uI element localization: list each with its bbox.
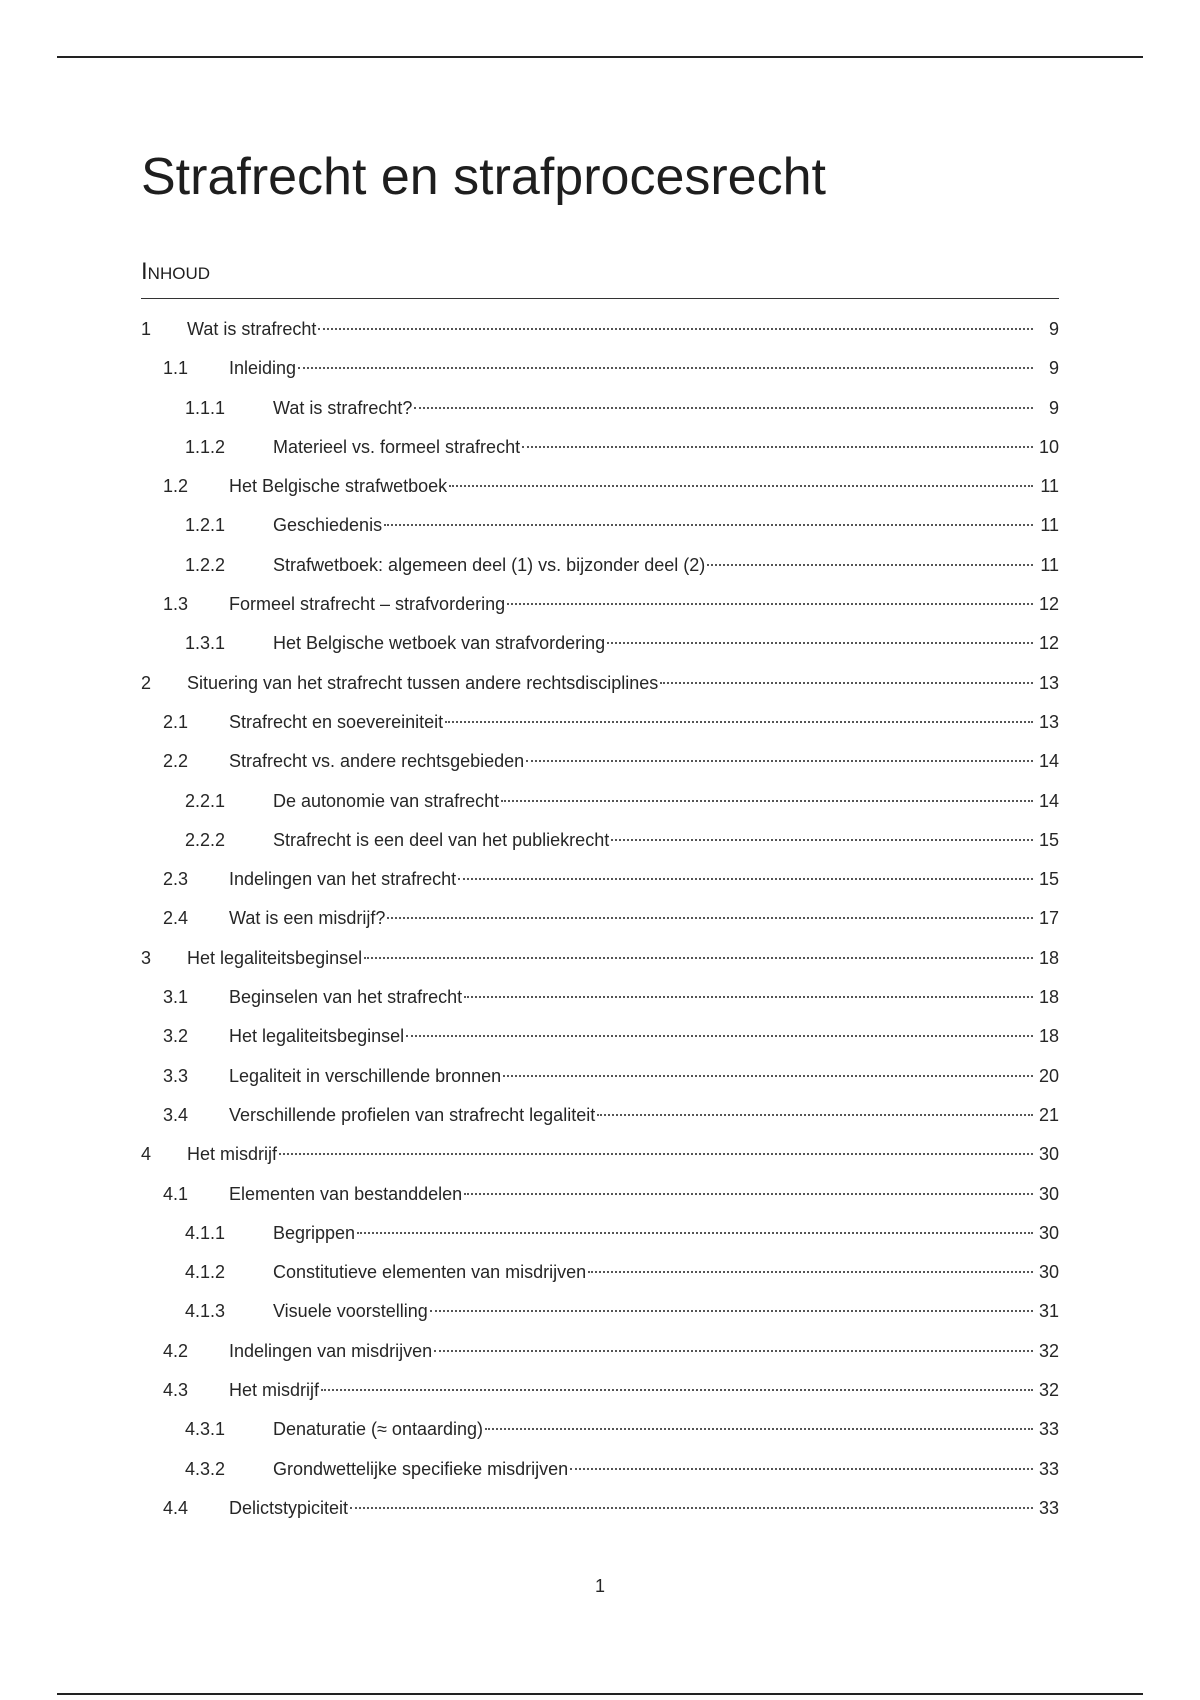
toc-entry[interactable]	[141, 821, 1059, 860]
toc-entry-page: 17	[1038, 908, 1059, 929]
toc-dot-leader	[387, 915, 1033, 919]
toc-entry-title[interactable]: Situering van het strafrecht tussen andere rechtsdisciplines	[187, 672, 659, 693]
toc-entry-title[interactable]: Het legaliteitsbeginsel	[187, 947, 363, 968]
toc-entry-title[interactable]: Strafrecht is een deel van het publiekrecht	[273, 829, 610, 850]
toc-entry-number: 1.2.1	[185, 515, 226, 536]
toc-dot-leader	[464, 1191, 1033, 1195]
toc-entry-number: 2.2	[163, 751, 189, 772]
toc-entry-number: 2.2.1	[185, 790, 226, 811]
toc-entry[interactable]	[141, 860, 1059, 899]
toc-entry-page: 11	[1040, 476, 1059, 497]
toc-entry-page: 33	[1038, 1458, 1059, 1479]
toc-entry[interactable]	[141, 1450, 1059, 1489]
toc-entry-number: 4.3.1	[185, 1419, 226, 1440]
toc-entry[interactable]	[141, 978, 1059, 1017]
toc-entry-title[interactable]: Strafwetboek: algemeen deel (1) vs. bijzonder deel (2)	[273, 554, 706, 575]
toc-entry-title[interactable]: Het legaliteitsbeginsel	[229, 1026, 405, 1047]
toc-dot-leader	[570, 1466, 1033, 1470]
toc-entry-number: 4.3	[163, 1380, 189, 1401]
toc-entry-page: 9	[1048, 358, 1059, 379]
toc-entry[interactable]	[141, 1175, 1059, 1214]
toc-entry-page: 11	[1040, 554, 1059, 575]
toc-entry[interactable]	[141, 585, 1059, 624]
toc-entry-title[interactable]: Grondwettelijke specifieke misdrijven	[273, 1458, 569, 1479]
toc-entry-number: 3.4	[163, 1104, 189, 1125]
toc-entry[interactable]	[141, 467, 1059, 506]
toc-entry-page: 18	[1038, 1026, 1059, 1047]
toc-entry-page: 12	[1038, 633, 1059, 654]
toc-dot-leader	[318, 326, 1033, 330]
toc-entry-page: 30	[1038, 1144, 1059, 1165]
toc-entry[interactable]	[141, 1410, 1059, 1449]
toc-dot-leader	[464, 994, 1033, 998]
toc-entry[interactable]	[141, 1057, 1059, 1096]
toc-entry-page: 30	[1038, 1183, 1059, 1204]
toc-entry-page: 31	[1038, 1301, 1059, 1322]
toc-entry-page: 12	[1038, 594, 1059, 615]
toc-entry-title[interactable]: Strafrecht en soevereiniteit	[229, 711, 444, 732]
toc-entry-page: 18	[1038, 947, 1059, 968]
toc-entry[interactable]	[141, 899, 1059, 938]
toc-entry-number: 1.3.1	[185, 633, 226, 654]
toc-entry-title[interactable]: De autonomie van strafrecht	[273, 790, 500, 811]
toc-entry-number: 4.1.3	[185, 1301, 226, 1322]
table-of-contents	[141, 310, 1059, 1528]
toc-entry-page: 14	[1038, 751, 1059, 772]
toc-entry-number: 1.2	[163, 476, 189, 497]
toc-entry-number: 3	[141, 947, 152, 968]
toc-dot-leader	[384, 522, 1033, 526]
toc-entry-page: 9	[1048, 319, 1059, 339]
toc-entry-page: 33	[1038, 1419, 1059, 1440]
toc-entry-number: 1.1.2	[185, 436, 226, 457]
toc-entry-title[interactable]: Materieel vs. formeel strafrecht	[273, 436, 521, 457]
toc-entry-number: 2.4	[163, 908, 189, 929]
toc-entry-page: 9	[1048, 397, 1059, 418]
toc-entry-title[interactable]: Denaturatie (≈ ontaarding)	[273, 1419, 483, 1440]
toc-dot-leader	[660, 680, 1033, 684]
toc-entry-page: 13	[1038, 672, 1059, 693]
toc-dot-leader	[611, 837, 1033, 841]
toc-entry[interactable]	[141, 310, 1059, 349]
toc-entry-title[interactable]: Elementen van bestanddelen	[229, 1183, 463, 1204]
toc-dot-leader	[597, 1112, 1033, 1116]
toc-entry-page: 33	[1038, 1497, 1059, 1518]
toc-entry-number: 3.3	[163, 1065, 189, 1086]
toc-entry-number: 4.1.2	[185, 1262, 226, 1283]
toc-entry-number: 2.3	[163, 869, 189, 890]
toc-entry[interactable]	[141, 506, 1059, 545]
toc-entry-title[interactable]: Verschillende profielen van strafrecht legaliteit	[229, 1104, 596, 1125]
toc-entry-title[interactable]: Beginselen van het strafrecht	[229, 987, 463, 1008]
toc-dot-leader	[350, 1505, 1033, 1509]
toc-entry-number: 1.1.1	[185, 397, 226, 418]
toc-dot-leader	[364, 955, 1033, 959]
toc-entry-title[interactable]: Delictstypiciteit	[229, 1497, 349, 1518]
toc-dot-leader	[449, 483, 1033, 487]
toc-entry[interactable]	[141, 1214, 1059, 1253]
toc-entry-page: 30	[1038, 1262, 1059, 1283]
toc-dot-leader	[279, 1151, 1033, 1155]
toc-entry-number: 2	[141, 672, 152, 693]
toc-dot-leader	[526, 758, 1033, 762]
toc-entry-number: 1.3	[163, 594, 189, 615]
toc-entry-page: 15	[1038, 829, 1059, 850]
toc-dot-leader	[406, 1033, 1033, 1037]
toc-dot-leader	[507, 601, 1033, 605]
toc-entry[interactable]	[141, 782, 1059, 821]
toc-entry-page: 10	[1038, 436, 1059, 457]
toc-dot-leader	[707, 562, 1033, 566]
toc-entry[interactable]	[141, 664, 1059, 703]
toc-entry-number: 4.2	[163, 1340, 189, 1361]
toc-entry-page: 32	[1038, 1380, 1059, 1401]
toc-entry-number: 4.1	[163, 1183, 189, 1204]
toc-entry-title[interactable]: Legaliteit in verschillende bronnen	[229, 1065, 502, 1086]
toc-entry-number: 4	[141, 1144, 152, 1165]
toc-entry-title[interactable]: Strafrecht vs. andere rechtsgebieden	[229, 751, 525, 772]
toc-entry-page: 13	[1038, 711, 1059, 732]
toc-entry-number: 4.3.2	[185, 1458, 226, 1479]
toc-dot-leader	[501, 798, 1033, 802]
toc-dot-leader	[430, 1308, 1033, 1312]
toc-entry-page: 20	[1038, 1065, 1059, 1086]
page-bottom-rule	[57, 1693, 1143, 1695]
toc-entry-title[interactable]: Het Belgische strafwetboek	[229, 476, 448, 497]
toc-entry-number: 1	[141, 319, 152, 339]
toc-entry[interactable]	[141, 1489, 1059, 1528]
toc-entry[interactable]	[141, 1096, 1059, 1135]
toc-entry-title[interactable]: Visuele voorstelling	[273, 1301, 428, 1322]
toc-entry[interactable]	[141, 1371, 1059, 1410]
toc-dot-leader	[445, 719, 1033, 723]
toc-entry-number: 4.1.1	[185, 1222, 226, 1243]
toc-entry-title[interactable]: Het misdrijf	[229, 1380, 320, 1401]
toc-entry-number: 1.2.2	[185, 554, 226, 575]
page-top-rule	[57, 56, 1143, 58]
toc-entry[interactable]	[141, 1135, 1059, 1174]
toc-dot-leader	[522, 444, 1033, 448]
toc-heading-rule	[141, 298, 1059, 299]
document-title: Strafrecht en strafprocesrecht	[141, 148, 826, 206]
toc-entry-title[interactable]: Geschiedenis	[273, 515, 383, 536]
toc-entry[interactable]	[141, 1332, 1059, 1371]
toc-dot-leader	[503, 1073, 1033, 1077]
toc-entry-title[interactable]: Begrippen	[273, 1222, 356, 1243]
toc-dot-leader	[434, 1348, 1033, 1352]
toc-entry[interactable]	[141, 1292, 1059, 1331]
toc-entry-page: 15	[1038, 869, 1059, 890]
toc-heading: Inhoud	[141, 258, 210, 285]
toc-entry-title[interactable]: Formeel strafrecht – strafvordering	[229, 594, 506, 615]
toc-entry-number: 2.1	[163, 711, 189, 732]
toc-entry-page: 14	[1038, 790, 1059, 811]
toc-entry[interactable]	[141, 1253, 1059, 1292]
toc-entry-title[interactable]: Wat is strafrecht?	[273, 397, 413, 418]
toc-dot-leader	[588, 1269, 1033, 1273]
toc-entry-number: 1.1	[163, 358, 189, 379]
toc-entry-title[interactable]: Wat is een misdrijf?	[229, 908, 386, 929]
toc-entry-number: 2.2.2	[185, 829, 226, 850]
toc-entry[interactable]	[141, 389, 1059, 428]
toc-entry-title[interactable]: Het Belgische wetboek van strafvordering	[273, 633, 606, 654]
toc-entry[interactable]	[141, 703, 1059, 742]
toc-entry-number: 3.2	[163, 1026, 189, 1047]
toc-entry[interactable]	[141, 939, 1059, 978]
toc-entry-number: 3.1	[163, 987, 189, 1008]
toc-entry-page: 11	[1040, 515, 1059, 536]
toc-entry[interactable]	[141, 1017, 1059, 1056]
toc-entry-title[interactable]: Inleiding	[229, 358, 297, 379]
toc-entry[interactable]	[141, 546, 1059, 585]
toc-dot-leader	[298, 365, 1033, 369]
page-number: 1	[594, 1576, 605, 1596]
toc-dot-leader	[414, 405, 1033, 409]
toc-dot-leader	[357, 1230, 1033, 1234]
toc-dot-leader	[485, 1426, 1033, 1430]
toc-entry-page: 32	[1038, 1340, 1059, 1361]
toc-entry-title[interactable]: Constitutieve elementen van misdrijven	[273, 1262, 587, 1283]
toc-entry-title[interactable]: Het misdrijf	[187, 1144, 278, 1165]
toc-dot-leader	[458, 876, 1033, 880]
toc-dot-leader	[321, 1387, 1033, 1391]
toc-entry-title[interactable]: Indelingen van misdrijven	[229, 1340, 433, 1361]
toc-entry[interactable]	[141, 428, 1059, 467]
toc-entry[interactable]	[141, 624, 1059, 663]
toc-entry-page: 21	[1038, 1104, 1059, 1125]
toc-entry-title[interactable]: Indelingen van het strafrecht	[229, 869, 457, 890]
toc-entry-page: 30	[1038, 1222, 1059, 1243]
toc-entry[interactable]	[141, 742, 1059, 781]
toc-entry[interactable]	[141, 349, 1059, 388]
toc-dot-leader	[607, 640, 1033, 644]
toc-entry-title[interactable]: Wat is strafrecht	[187, 319, 317, 339]
toc-entry-page: 18	[1038, 987, 1059, 1008]
toc-entry-number: 4.4	[163, 1497, 189, 1518]
